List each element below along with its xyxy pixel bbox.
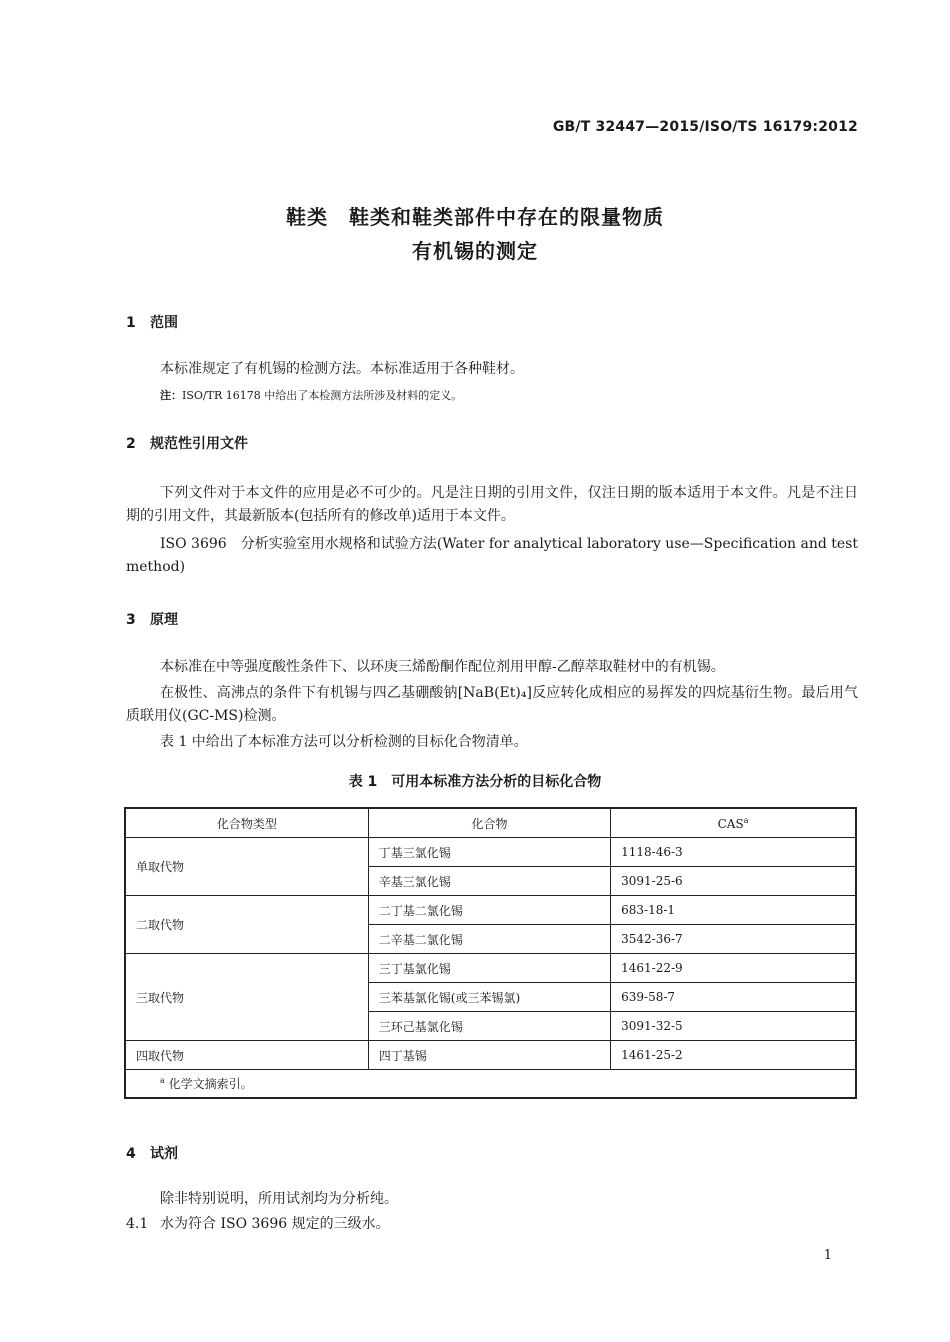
section-1-heading [126,312,178,332]
column-header-type: 化合物类型 [125,808,368,838]
cas-cell: 639-58-7 [611,983,856,1012]
section-3-paragraph-2: 在极性、高沸点的条件下有机锡与四乙基硼酸钠[NaB(Et)₄]反应转化成相应的易挥发的四烷基衍生物。最后用气质联用仪(GC-MS)检测。 [126,685,858,724]
compound-cell: 四丁基锡 [368,1041,610,1070]
section-1-note [160,387,462,403]
compound-cell: 丁基三氯化锡 [368,838,610,867]
page-number: 1 [823,1248,832,1263]
table-footnote [125,1070,856,1099]
table-row [125,1041,856,1070]
table-row [125,954,856,983]
section-4-paragraph: 除非特别说明，所用试剂均为分析纯。 [160,1191,398,1207]
document-title-line1: 鞋类 鞋类和鞋类部件中存在的限量物质 [286,205,664,229]
section-2-paragraph-2: ISO 3696 分析实验室用水规格和试验方法(Water for analytical laboratory use—Specification and test method) [126,536,858,575]
table-footnote-row [125,1070,856,1099]
section-3-heading [126,609,178,629]
section-title: 原理 [150,612,178,628]
table-header-row [125,808,856,838]
compound-type-cell: 二取代物 [125,896,368,954]
section-4-item-4-1 [126,1213,858,1236]
compound-type-cell: 单取代物 [125,838,368,896]
cas-label: CAS [717,816,744,831]
compound-cell: 三苯基氯化锡(或三苯锡氯) [368,983,610,1012]
compound-type-cell: 三取代物 [125,954,368,1041]
column-header-compound: 化合物 [368,808,610,838]
section-title: 范围 [150,315,178,331]
cas-footnote-mark: a [743,815,749,825]
cas-cell: 3091-32-5 [611,1012,856,1041]
footnote-text: 化学文摘索引。 [168,1077,253,1091]
section-number: 2 [126,436,136,452]
compound-cell: 三环己基氯化锡 [368,1012,610,1041]
standard-code: GB/T 32447—2015/ISO/TS 16179:2012 [552,119,858,135]
section-2-paragraph-1: 下列文件对于本文件的应用是必不可少的。凡是注日期的引用文件，仅注日期的版本适用于本文件。凡是不注日期的引用文件，其最新版本(包括所有的修改单)适用于本文件。 [126,485,858,524]
document-title-line2: 有机锡的测定 [412,239,538,263]
item-text: 水为符合 ISO 3696 规定的三级水。 [160,1216,390,1232]
column-header-cas [611,808,856,838]
compound-cell: 辛基三氯化锡 [368,867,610,896]
compound-type-cell: 四取代物 [125,1041,368,1070]
footnote-mark: a [160,1076,165,1085]
cas-cell: 1461-22-9 [611,954,856,983]
compound-cell: 三丁基氯化锡 [368,954,610,983]
compound-cell: 二辛基二氯化锡 [368,925,610,954]
compound-cell: 二丁基二氯化锡 [368,896,610,925]
compound-table [124,807,857,1099]
note-label: 注： [160,389,182,402]
note-text: ISO/TR 16178 中给出了本检测方法所涉及材料的定义。 [182,389,463,402]
cas-cell: 1118-46-3 [611,838,856,867]
section-number: 3 [126,612,136,628]
section-3-paragraph-1: 本标准在中等强度酸性条件下、以环庚三烯酚酮作配位剂用甲醇-乙醇萃取鞋材中的有机锡。 [160,659,725,675]
cas-cell: 3542-36-7 [611,925,856,954]
section-number: 1 [126,315,136,331]
section-2-heading [126,433,248,453]
section-title: 试剂 [150,1146,178,1162]
section-4-heading [126,1143,178,1163]
table-caption: 表 1 可用本标准方法分析的目标化合物 [348,774,602,790]
section-title: 规范性引用文件 [150,436,248,452]
section-3-paragraph-3: 表 1 中给出了本标准方法可以分析检测的目标化合物清单。 [160,734,528,750]
section-number: 4 [126,1146,136,1162]
cas-cell: 1461-25-2 [611,1041,856,1070]
table-row [125,896,856,925]
item-number: 4.1 [126,1216,149,1232]
cas-cell: 683-18-1 [611,896,856,925]
section-1-paragraph: 本标准规定了有机锡的检测方法。本标准适用于各种鞋材。 [160,361,524,377]
table-row [125,838,856,867]
cas-cell: 3091-25-6 [611,867,856,896]
